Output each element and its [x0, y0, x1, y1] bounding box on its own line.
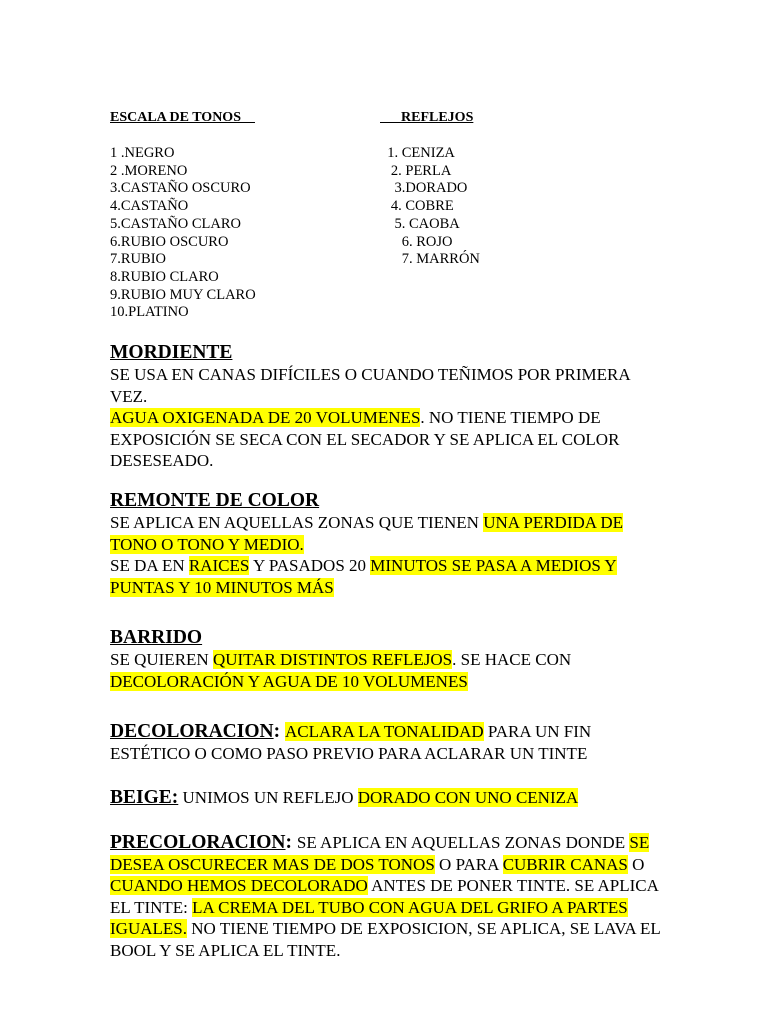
list-item: 3.CASTAÑO OSCURO: [110, 180, 251, 197]
section-remonte-de-color: [110, 490, 670, 598]
list-item: 8.RUBIO CLARO: [110, 268, 219, 285]
list-item: 4.CASTAÑO: [110, 198, 189, 215]
paragraph: PRECOLORACION: SE APLICA EN AQUELLAS ZONAS DONDE SE DESEA OSCURECER MAS DE DOS TONOS O PARA CUBRIR CANAS O CUANDO HEMOS DECOLORADO ANTES DE PONER TINTE. SE APLICA EL TINTE: LA CREMA DEL TUBO CON AGUA DEL GRIFO A PARTES IGUALES. NO TIENE TIEMPO DE EXPOSICION, SE APLICA, SE LAVA EL BOOL Y SE APLICA EL TINTE.: [110, 832, 661, 960]
list-item: 9.RUBIO MUY CLARO: [110, 286, 256, 303]
paragraph: SE APLICA EN AQUELLAS ZONAS QUE TIENEN UNA PERDIDA DE TONO O TONO Y MEDIO.: [110, 513, 624, 554]
section-title: DECOLORACION: [110, 721, 274, 742]
paragraph: SE DA EN RAICES Y PASADOS 20 MINUTOS SE PASA A MEDIOS Y PUNTAS Y 10 MINUTOS MÁS: [110, 556, 617, 597]
list-item: 6. ROJO: [380, 233, 453, 250]
section-title: PRECOLORACION: [110, 832, 286, 853]
paragraph: BEIGE: UNIMOS UN REFLEJO DORADO CON UNO CENIZA: [110, 787, 579, 808]
highlight: AGUA OXIGENADA DE 20 VOLUMENES: [110, 408, 421, 428]
section-title: REMONTE DE COLOR: [110, 490, 320, 511]
highlight: CUBRIR CANAS: [502, 854, 628, 874]
reflejos-list: [380, 145, 480, 269]
list-item: 7.RUBIO: [110, 251, 166, 268]
list-item: 1 .NEGRO: [110, 145, 175, 161]
section-mordiente: [110, 342, 670, 472]
highlight: ACLARA LA TONALIDAD: [284, 722, 484, 741]
list-item: 1. CENIZA: [380, 145, 455, 161]
highlight: DECOLORACIÓN Y AGUA DE 10 VOLUMENES: [110, 671, 468, 691]
highlight: RAICES: [188, 556, 250, 576]
paragraph: DECOLORACION: ACLARA LA TONALIDAD PARA UN FIN ESTÉTICO O COMO PASO PREVIO PARA ACLARAR UN TINTE: [110, 721, 592, 763]
highlight: SE DESEA OSCURECER MAS DE DOS TONOS: [110, 833, 650, 874]
list-item: 3.DORADO: [380, 180, 468, 197]
section-barrido: [110, 627, 670, 692]
paragraph: SE USA EN CANAS DIFÍCILES O CUANDO TEÑIMOS POR PRIMERA VEZ.: [110, 365, 630, 406]
highlight: LA CREMA DEL TUBO CON AGUA DEL GRIFO A PARTES IGUALES.: [110, 897, 628, 939]
list-item: 10.PLATINO: [110, 304, 189, 321]
section-title: BARRIDO: [110, 627, 203, 648]
highlight: DORADO CON UNO CENIZA: [357, 788, 579, 807]
list-item: 7. MARRÓN: [380, 251, 480, 268]
section-precoloracion: [110, 832, 670, 962]
list-item: 4. COBRE: [380, 198, 454, 215]
list-item: 5. CAOBA: [380, 215, 460, 232]
section-title: MORDIENTE: [110, 342, 233, 363]
highlight: QUITAR DISTINTOS REFLEJOS: [212, 650, 453, 669]
list-item: 5.CASTAÑO CLARO: [110, 215, 241, 232]
section-beige: [110, 787, 670, 809]
list-item: 2. PERLA: [380, 162, 452, 179]
section-title: BEIGE:: [110, 787, 179, 808]
reflejos-header: REFLEJOS: [380, 110, 474, 125]
highlight: MINUTOS SE PASA A MEDIOS Y PUNTAS Y 10 MINUTOS MÁS: [110, 556, 617, 597]
highlight: UNA PERDIDA DE TONO O TONO Y MEDIO.: [110, 513, 624, 554]
tonos-list: [110, 145, 256, 322]
paragraph: SE QUIEREN QUITAR DISTINTOS REFLEJOS. SE HACE CON DECOLORACIÓN Y AGUA DE 10 VOLUMENES: [110, 650, 572, 691]
list-item: 6.RUBIO OSCURO: [110, 233, 229, 250]
paragraph: AGUA OXIGENADA DE 20 VOLUMENES. NO TIENE TIEMPO DE EXPOSICIÓN SE SECA CON EL SECADOR Y SE APLICA EL COLOR DESESEADO.: [110, 408, 620, 471]
section-decoloracion: [110, 721, 670, 764]
highlight: CUANDO HEMOS DECOLORADO: [110, 876, 368, 896]
list-item: 2 .MORENO: [110, 162, 188, 179]
escala-de-tonos-header: ESCALA DE TONOS: [110, 110, 255, 125]
